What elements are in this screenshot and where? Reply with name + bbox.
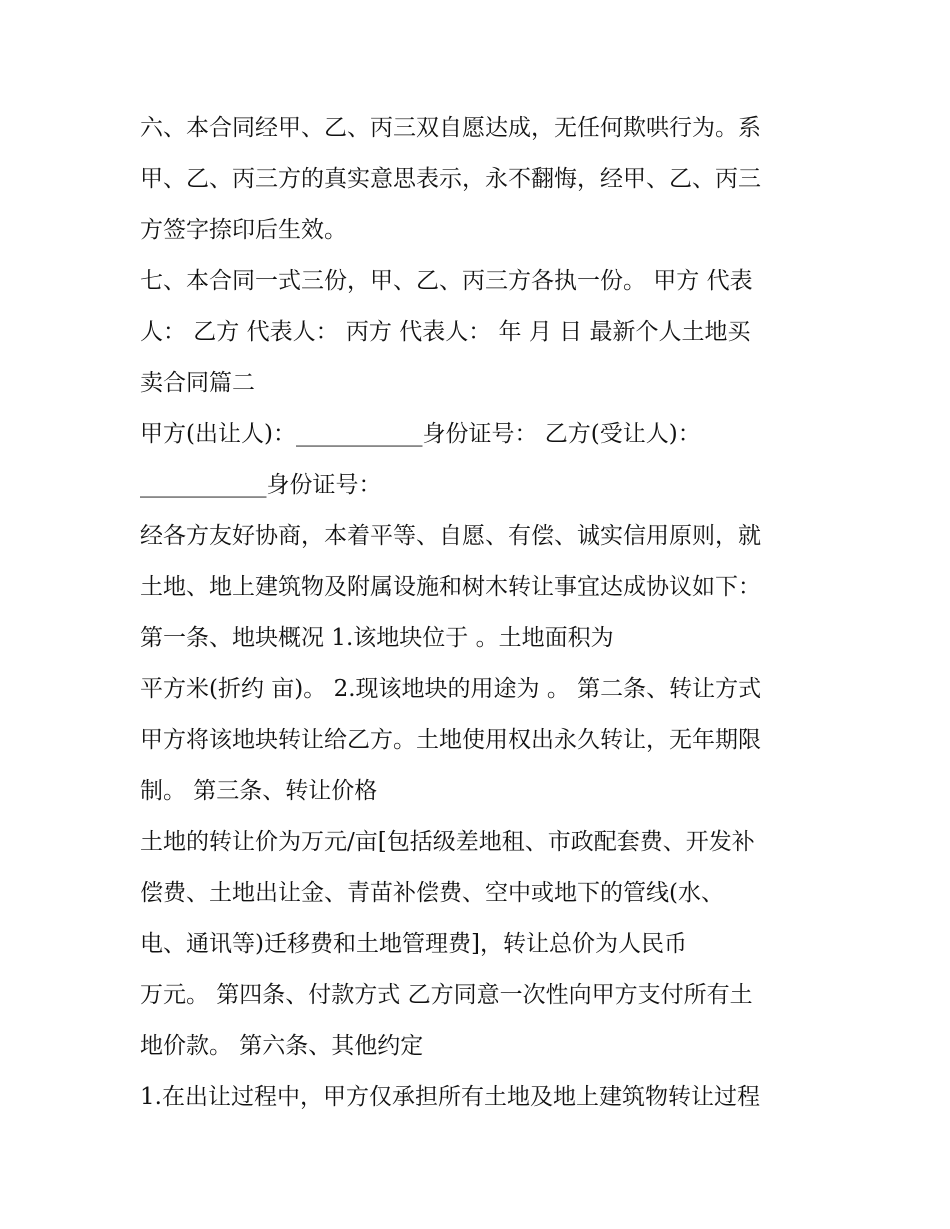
text-line: 七、本合同一式三份，甲、乙、丙三方各执一份。 甲方 代表 [140, 268, 753, 294]
text-line: 平方米(折约 亩)。 2.现该地块的用途为 。 第二条、转让方式 [140, 676, 762, 702]
text-line: 制。 第三条、转让价格 [140, 778, 378, 804]
text-line: 电、通讯等)迁移费和土地管理费]，转让总价为人民币 [140, 931, 687, 957]
text-line: 地价款。 第六条、其他约定 [140, 1033, 424, 1059]
contract-text [140, 103, 820, 1123]
text-line: 甲方(出让人)：___________身份证号： 乙方(受让人)： [140, 421, 701, 447]
text-line: 六、本合同经甲、乙、丙三双自愿达成，无任何欺哄行为。系 [140, 115, 761, 141]
text-line: 经各方友好协商，本着平等、自愿、有偿、诚实信用原则，就 [140, 523, 761, 549]
text-line: 方签字捺印后生效。 [140, 217, 347, 243]
text-line: 第一条、地块概况 1.该地块位于 。土地面积为 [140, 625, 614, 651]
text-line: 甲、乙、丙三方的真实意思表示，永不翻悔，经甲、乙、丙三 [140, 166, 761, 192]
text-line: 偿费、土地出让金、青苗补偿费、空中或地下的管线(水、 [140, 880, 724, 906]
text-line: 万元。 第四条、付款方式 乙方同意一次性向甲方支付所有土 [140, 982, 753, 1008]
text-line: 卖合同篇二 [140, 370, 255, 396]
text-line: 人： 乙方 代表人： 丙方 代表人： 年 月 日 最新个人土地买 [140, 319, 751, 345]
text-line: 甲方将该地块转让给乙方。土地使用权出永久转让，无年期限 [140, 727, 761, 753]
text-line: ___________身份证号： [140, 472, 382, 498]
text-line: 土地、地上建筑物及附属设施和树木转让事宜达成协议如下： [140, 574, 761, 600]
text-line: 1.在出让过程中，甲方仅承担所有土地及地上建筑物转让过程 [140, 1084, 760, 1110]
text-line: 土地的转让价为万元/亩[包括级差地租、市政配套费、开发补 [140, 829, 755, 855]
